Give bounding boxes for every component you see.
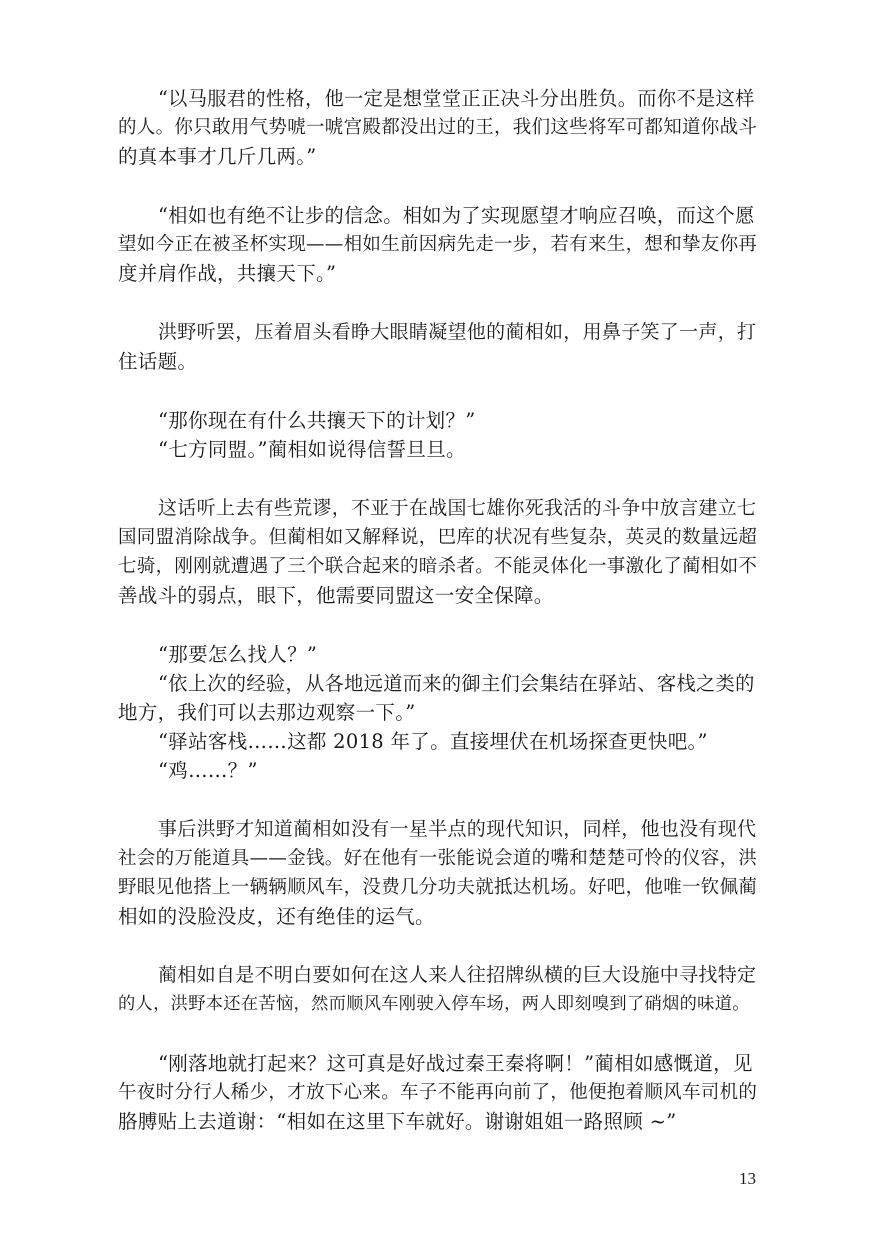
text-line: 善战斗的弱点，眼下，他需要同盟这一安全保障。 (118, 584, 554, 607)
text-line: 国同盟消除战争。但蔺相如又解释说，巴库的状况有些复杂，英灵的数量远超 (118, 527, 758, 548)
text-line: “那你现在有什么共攘天下的计划？” (158, 409, 476, 432)
text-line: “依上次的经验，从各地远道而来的御主们会集结在驿站、客栈之类的 (158, 672, 755, 695)
text-line: 七骑，刚刚就遭遇了三个联合起来的暗杀者。不能灵体化一事激化了蔺相如不 (118, 556, 758, 577)
text-line: 的人，洪野本还在苦恼，然而顺风车刚驶入停车场，两人即刻嗅到了硝烟的味道。 (118, 994, 750, 1014)
text-line: 地方，我们可以去那边观察一下。” (118, 701, 416, 724)
page-number: 13 (739, 1169, 756, 1188)
paragraph-3 (118, 318, 758, 376)
text-line: 住话题。 (118, 350, 198, 373)
paragraph-4 (118, 406, 758, 464)
paragraph-2 (118, 201, 758, 288)
text-line: 相如的没脸没皮，还有绝佳的运气。 (118, 905, 435, 928)
paragraph-6 (118, 640, 758, 785)
paragraph-5 (118, 494, 758, 610)
text-line: 的人。你只敢用气势唬一唬宫殿都没出过的王，我们这些将军可都知道你战斗 (118, 117, 758, 138)
text-line: 午夜时分行人稀少，才放下心来。车子不能再向前了，他便抱着顺风车司机的 (118, 1082, 758, 1103)
text-line: 蔺相如自是不明白要如何在这人来人往招牌纵横的巨大设施中寻找特定 (158, 964, 757, 986)
text-line: “以马服君的性格，他一定是想堂堂正正决斗分出胜负。而你不是这样 (158, 87, 755, 110)
paragraph-8 (118, 961, 758, 1019)
text-line: “那要怎么找人？” (158, 643, 318, 666)
text-line: 望如今正在被圣杯实现——相如生前因病先走一步，若有来生，想和挚友你再 (118, 234, 758, 255)
text-line: 洪野听罢，压着眉头看睁大眼睛凝望他的蔺相如，用鼻子笑了一声，打 (158, 321, 757, 343)
text-line: 度并肩作战，共攘天下。” (118, 262, 337, 285)
text-line: 的真本事才几斤几两。” (118, 145, 317, 168)
text-line: 事后洪野才知道蔺相如没有一星半点的现代知识，同样，他也没有现代 (158, 818, 757, 840)
text-line: “鸡……？” (158, 759, 258, 782)
text-line: “刚落地就打起来？这可真是好战过秦王秦将啊！”蔺相如感慨道，见 (158, 1052, 753, 1075)
text-line: 野眼见他搭上一辆辆顺风车，没费几分功夫就抵达机场。好吧，他唯一钦佩蔺 (118, 877, 758, 898)
text-line: 这话听上去有些荒谬，不亚于在战国七雄你死我活的斗争中放言建立七 (158, 497, 757, 519)
paragraph-9 (118, 1049, 758, 1136)
paragraph-1 (118, 84, 758, 171)
text-line: “七方同盟。”蔺相如说得信誓旦旦。 (158, 438, 466, 461)
paragraph-7 (118, 815, 758, 931)
text-line: 胳膊贴上去道谢：“相如在这里下车就好。谢谢姐姐一路照顾 ~” (118, 1110, 677, 1133)
text-line: 社会的万能道具——金钱。好在他有一张能说会道的嘴和楚楚可怜的仪容，洪 (118, 848, 758, 869)
document-body (118, 84, 758, 1166)
text-line: “相如也有绝不让步的信念。相如为了实现愿望才响应召唤，而这个愿 (158, 204, 755, 227)
text-line: “驿站客栈……这都 2018 年了。直接埋伏在机场探查更快吧。” (158, 730, 708, 753)
